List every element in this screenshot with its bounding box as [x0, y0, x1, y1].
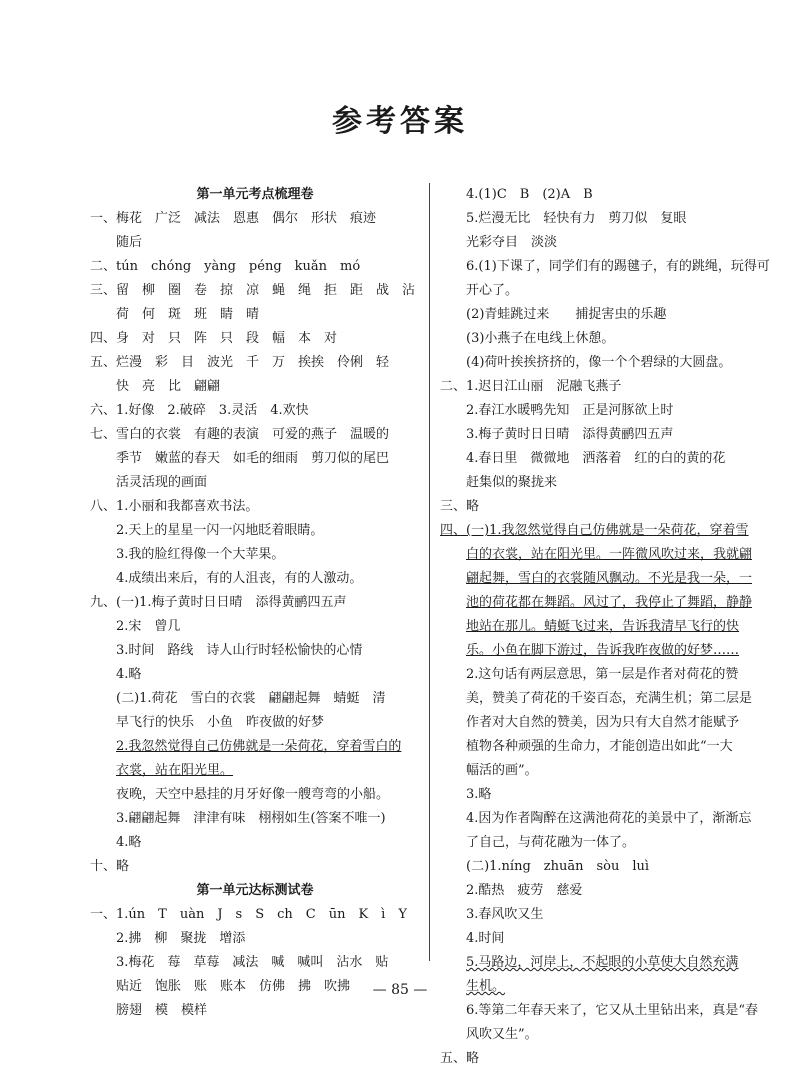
answer-line: 开心了。	[466, 283, 519, 298]
answer-line: 二、1.迟日江山丽 泥融飞燕子	[440, 379, 622, 394]
answer-line: 风吹又生”。	[466, 1027, 538, 1042]
answer-line: 随后	[116, 235, 143, 250]
answer-line: 了自己，与荷花融为一体了。	[466, 835, 636, 850]
answer-line: 一、梅花 广泛 减法 恩惠 偶尔 形状 痕迹	[90, 211, 377, 226]
answer-line: 2.酷热 疲劳 慈爱	[466, 883, 583, 898]
answer-line: 6.(1)下课了，同学们有的踢毽子，有的跳绳，玩得可	[466, 259, 770, 274]
page-number: — 85 —	[372, 982, 428, 998]
answer-line: 四、(一)1.我忽然觉得自己仿佛就是一朵荷花，穿着雪	[440, 523, 749, 538]
answer-line: 3.梅花 莓 草莓 减法 喊 喊叫 沾水 贴	[116, 955, 389, 970]
answer-line: 5.烂漫无比 轻快有力 剪刀似 复眼	[466, 211, 687, 226]
answer-line: 夜晚，天空中悬挂的月牙好像一艘弯弯的小船。	[116, 787, 390, 802]
answer-line: (二)1.níng zhuān sòu luì	[466, 859, 650, 874]
answer-line: 季节 嫩蓝的春天 如毛的细雨 剪刀似的尾巴	[116, 451, 390, 466]
answer-line: 七、雪白的衣裳 有趣的表演 可爱的燕子 温暖的	[90, 427, 390, 442]
answer-line: (二)1.荷花 雪白的衣裳 翩翩起舞 蜻蜓 清	[116, 691, 386, 706]
column-divider	[429, 183, 430, 961]
answer-line: 赶集似的聚拢来	[466, 475, 558, 490]
answer-line: 贴近 饱胀 账 账本 仿佛 拂 吹拂	[116, 979, 351, 994]
answer-line: 4.时间	[466, 931, 505, 946]
answer-line: 十、略	[90, 859, 130, 874]
left-column	[90, 183, 420, 1023]
answer-line: 九、(一)1.梅子黄时日日晴 添得黄鹂四五声	[90, 595, 347, 610]
answer-line: 3.翩翩起舞 津津有味 栩栩如生(答案不唯一)	[116, 811, 386, 826]
answer-line: 作者对大自然的赞美，因为只有大自然才能赋予	[466, 715, 740, 730]
answer-line: 荷 何 斑 班 睛 晴	[116, 307, 260, 322]
answer-line: 早飞行的快乐 小鱼 昨夜做的好梦	[116, 715, 325, 730]
answer-line: 3.时间 路线 诗人山行时轻松愉快的心情	[116, 643, 363, 658]
answer-line: 快 亮 比 翩翩	[116, 379, 221, 394]
answer-line: 活灵活现的画面	[116, 475, 208, 490]
answer-line: (2)青蛙跳过来 捕捉害虫的乐趣	[466, 307, 667, 322]
answer-line: 衣裳，站在阳光里。	[116, 763, 234, 778]
answer-line: 二、tún chóng yàng péng kuǎn mó	[90, 259, 361, 274]
answer-line: 4.春日里 微微地 洒落着 红的白的黄的花	[466, 451, 726, 466]
answer-line: 翩起舞，雪白的衣裳随风飘动。不光是我一朵，一	[466, 571, 753, 586]
answer-line: 4.(1)C B (2)A B	[466, 187, 593, 202]
answer-line: 美，赞美了荷花的千姿百态，充满生机；第二层是	[466, 691, 753, 706]
answer-line: (4)荷叶挨挨挤挤的，像一个个碧绿的大圆盘。	[466, 355, 732, 370]
answer-line: 3.春风吹又生	[466, 907, 544, 922]
answer-line: 3.我的脸红得像一个大苹果。	[116, 547, 285, 562]
answer-line: 光彩夺目 淡淡	[466, 235, 558, 250]
answer-line: 4.略	[116, 835, 142, 850]
answer-line: 三、留 柳 圈 卷 掠 凉 蝇 绳 拒 距 战 沾	[90, 283, 416, 298]
answer-line: 六、1.好像 2.破碎 3.灵活 4.欢快	[90, 403, 309, 418]
answer-line: 4.略	[116, 667, 142, 682]
answer-line: 2.宋 曾几	[116, 619, 181, 634]
answer-line: 2.我忽然觉得自己仿佛就是一朵荷花，穿着雪白的	[116, 739, 402, 754]
answer-line: 三、略	[440, 499, 480, 514]
answer-line: 3.梅子黄时日日晴 添得黄鹂四五声	[466, 427, 674, 442]
answer-line: 植物各种顽强的生命力，才能创造出如此“一大	[466, 739, 733, 754]
answer-line: 4.成绩出来后，有的人沮丧，有的人激动。	[116, 571, 363, 586]
answer-line: 幅活的画”。	[466, 763, 538, 778]
answer-line: 地站在那儿。蜻蜓飞过来，告诉我清早飞行的快	[466, 619, 740, 634]
answer-line: 3.略	[466, 787, 492, 802]
answer-line: 池的荷花都在舞蹈。风过了，我停止了舞蹈，静静	[466, 595, 753, 610]
answer-line: 4.因为作者陶醉在这满池荷花的美景中了，渐渐忘	[466, 811, 752, 826]
answer-line: 5.马路边，河岸上，不起眼的小草使大自然充满	[466, 955, 739, 970]
answer-line: 五、略	[440, 1051, 480, 1066]
answer-line: 八、1.小丽和我都喜欢书法。	[90, 499, 259, 514]
answer-line: 白的衣裳，站在阳光里。一阵微风吹过来，我就翩	[466, 547, 753, 562]
answer-line: 6.等第二年春天来了，它又从土里钻出来，真是“春	[466, 1003, 759, 1018]
answer-line: 2.这句话有两层意思，第一层是作者对荷花的赞	[466, 667, 739, 682]
answer-line: 五、烂漫 彩 目 波光 千 万 挨挨 伶俐 轻	[90, 355, 390, 370]
section-heading: 第一单元达标测试卷	[196, 883, 314, 898]
answer-line: 膀翅 模 模样	[116, 1003, 208, 1018]
answer-line: 乐。小鱼在脚下游过，告诉我昨夜做的好梦……	[466, 643, 740, 658]
right-column	[440, 183, 770, 1071]
page-title: 参考答案	[332, 104, 468, 139]
answer-line: 2.春江水暖鸭先知 正是河豚欲上时	[466, 403, 674, 418]
answer-line: (3)小燕子在电线上休憩。	[466, 331, 615, 346]
section-heading: 第一单元考点梳理卷	[196, 187, 314, 202]
answer-line: 四、身 对 只 阵 只 段 幅 本 对	[90, 331, 338, 346]
answer-line: 2.天上的星星一闪一闪地眨着眼睛。	[116, 523, 324, 538]
answer-line: 生机。	[466, 979, 506, 994]
answer-line: 2.拂 柳 聚拢 增添	[116, 931, 246, 946]
answer-line: 一、1.ún T uàn J s S ch C ūn K ì Y	[90, 907, 407, 922]
